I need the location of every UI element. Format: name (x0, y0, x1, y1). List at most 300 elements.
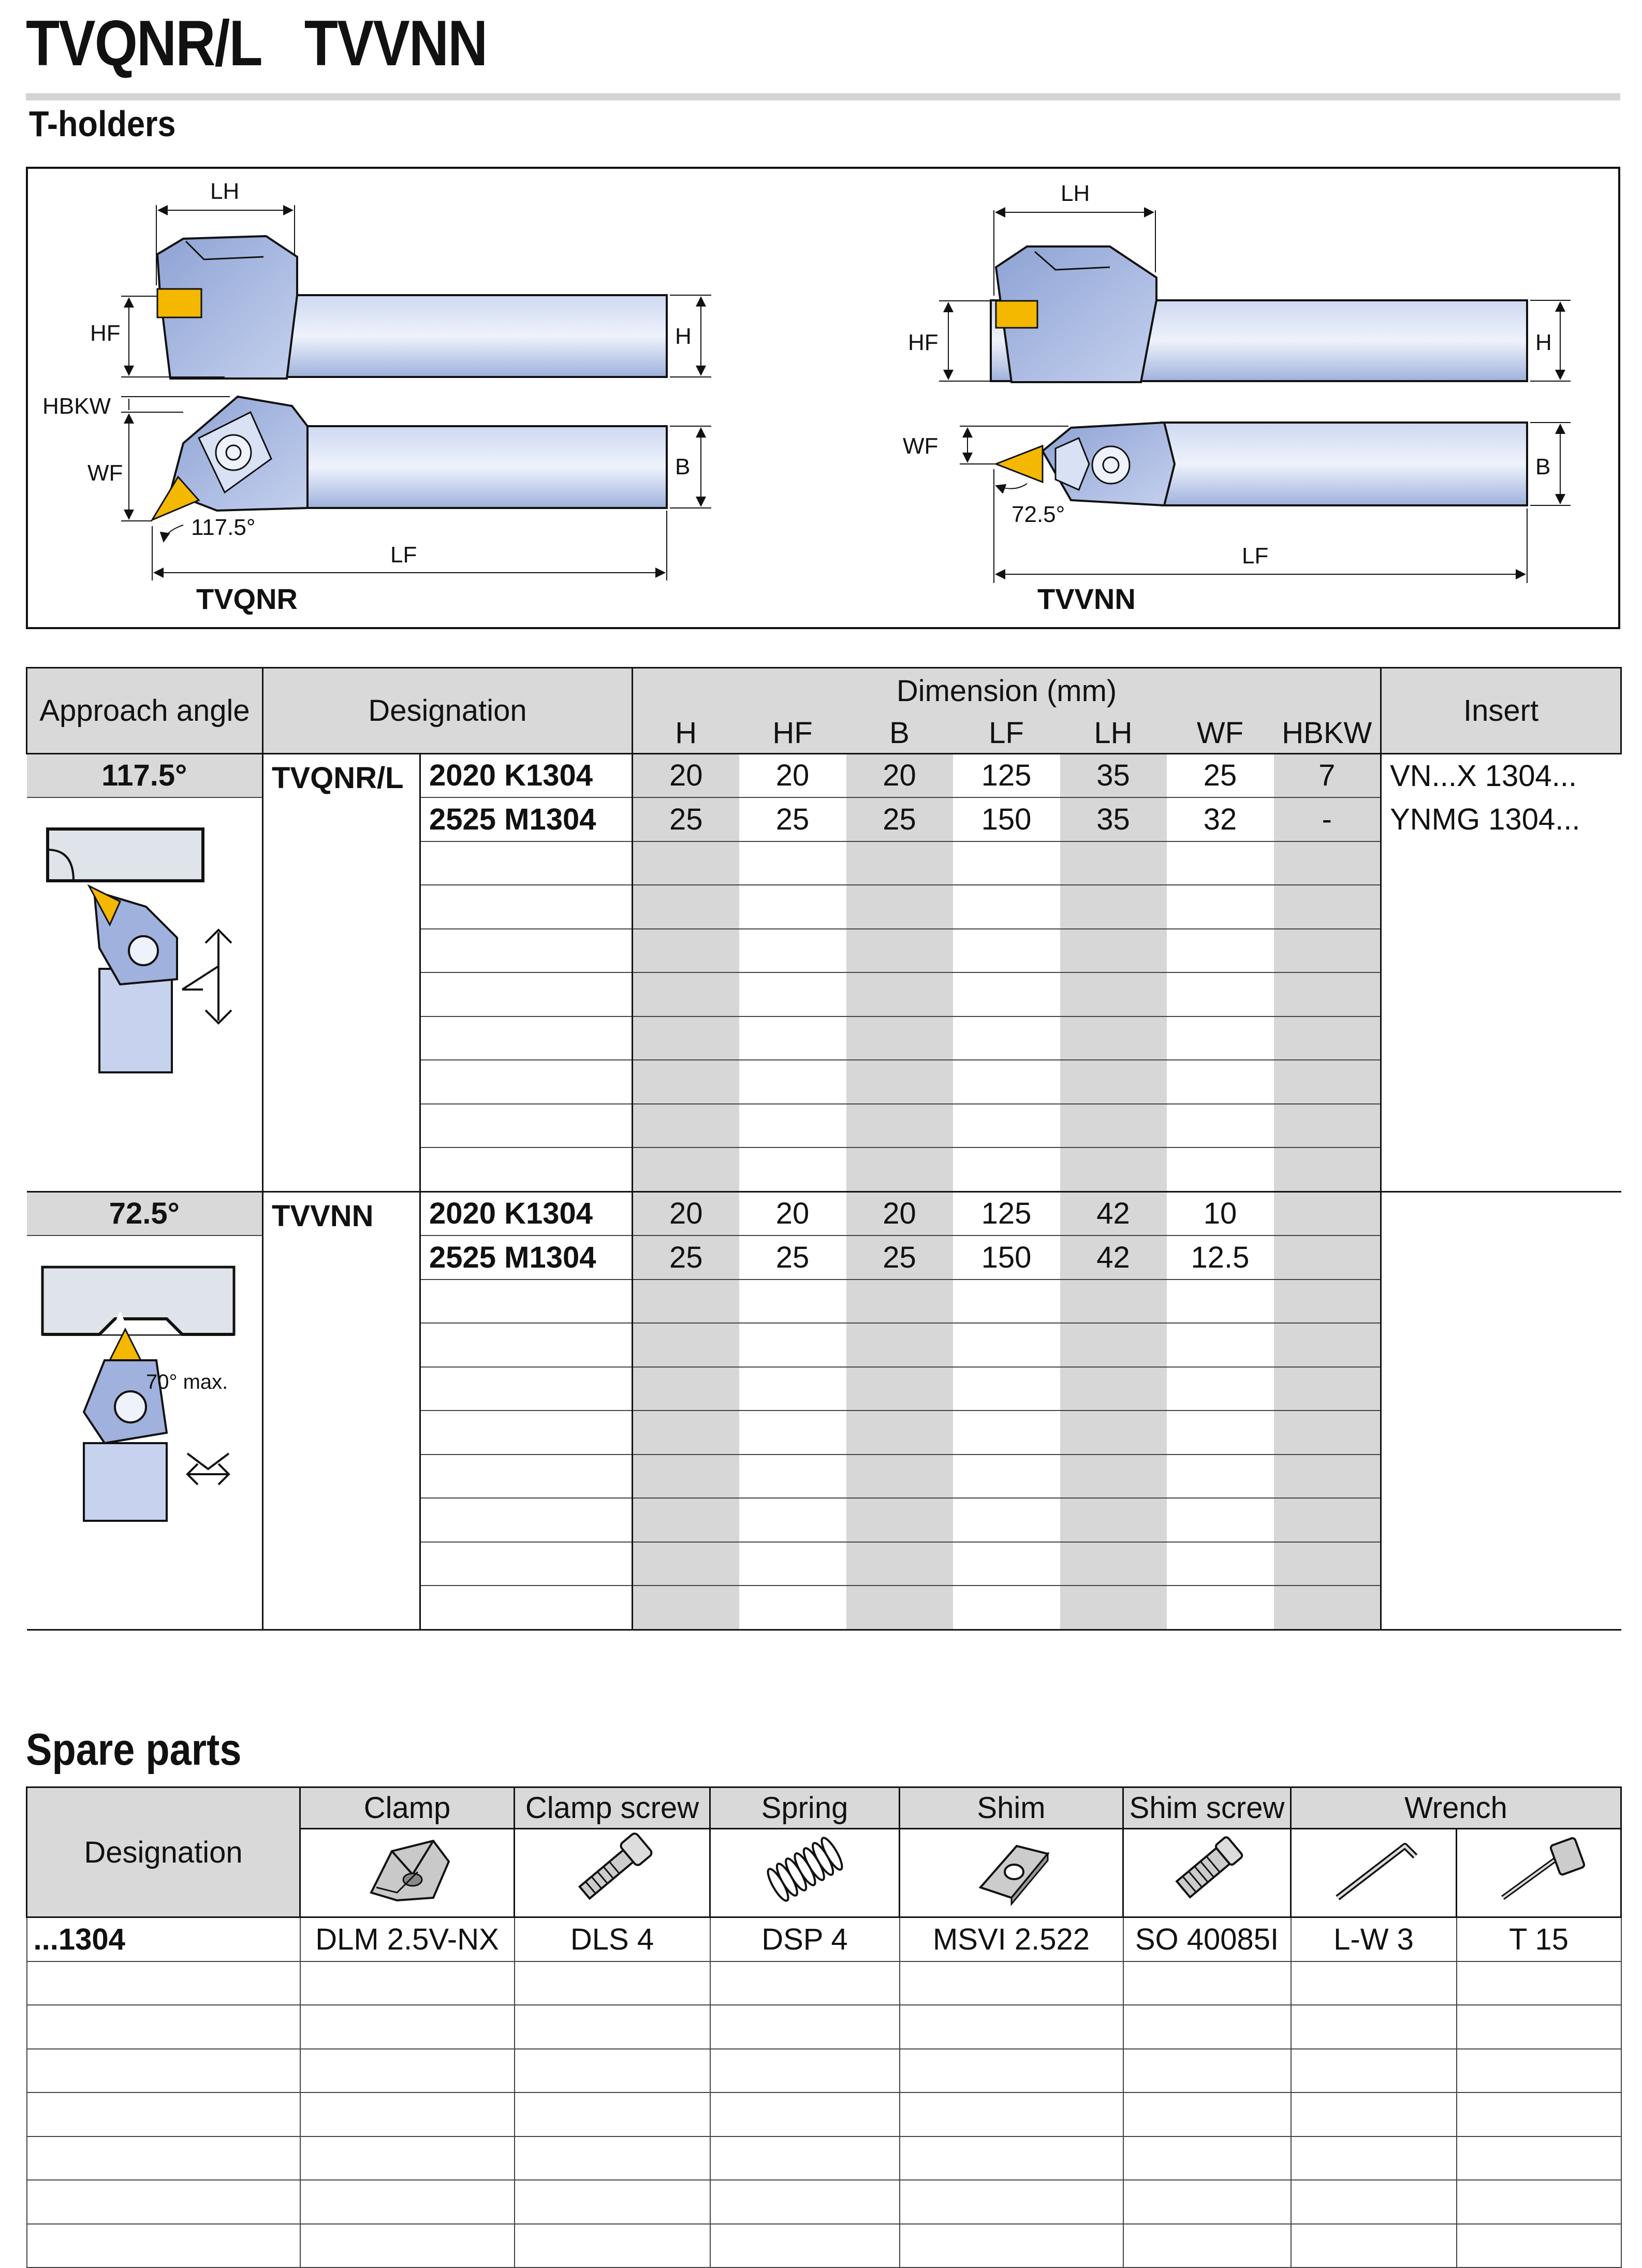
dimension-hf-cell (739, 1060, 846, 1104)
spare-part-cell (1291, 2180, 1457, 2224)
spare-part-cell (900, 2049, 1123, 2093)
dimension-wf-cell (1167, 1586, 1274, 1630)
insert-cell (1381, 929, 1621, 973)
dimension-wf-cell (1167, 1016, 1274, 1060)
spare-col-clamp: Clamp (300, 1787, 515, 1829)
spare-part-cell (1123, 2180, 1291, 2224)
dimension-lf-cell (953, 1280, 1060, 1324)
clamp-screw-icon (515, 1829, 710, 1917)
designation-code: 2525 M1304 (420, 797, 633, 841)
insert-cell (1381, 885, 1621, 929)
spare-part-cell: DSP 4 (710, 1917, 900, 1961)
spare-part-cell (1457, 2136, 1621, 2180)
spare-designation-cell (27, 1961, 300, 2005)
spare-part-cell (1457, 2224, 1621, 2268)
spare-designation-cell: ...1304 (27, 1917, 300, 1961)
spare-part-cell (1123, 2092, 1291, 2136)
spare-part-cell (710, 2092, 900, 2136)
designation-code: 2020 K1304 (420, 1191, 633, 1235)
spare-part-cell (710, 2136, 900, 2180)
spare-part-cell (900, 2005, 1123, 2049)
designation-code (420, 1498, 633, 1542)
dimension-hbkw-cell (1274, 885, 1381, 929)
spare-part-cell (515, 2136, 710, 2180)
title-divider (26, 93, 1620, 100)
designation-code (420, 1367, 633, 1411)
designation-code (420, 1147, 633, 1191)
dimension-b-cell (846, 1498, 953, 1542)
tvvnn-angle-label: 72.5° (1011, 502, 1065, 527)
dimension-hf-cell: 20 (739, 1191, 846, 1235)
tvqnr-top-view (152, 397, 667, 520)
dimension-hbkw-cell (1274, 929, 1381, 973)
dim-h: H (675, 324, 692, 349)
spare-part-cell (300, 2092, 515, 2136)
shim-icon (900, 1829, 1123, 1917)
dim-wf: WF (87, 460, 123, 486)
dimension-h-cell (633, 1498, 739, 1542)
dimension-lh-cell (1060, 841, 1167, 885)
spare-part-cell (515, 2224, 710, 2268)
dimension-h-cell: 20 (633, 753, 739, 797)
spare-part-cell (1291, 2136, 1457, 2180)
spare-part-cell (1457, 2180, 1621, 2224)
dim-wf-right: WF (903, 433, 939, 459)
spare-part-cell (515, 2005, 710, 2049)
spare-part-cell (900, 2092, 1123, 2136)
dimension-lf-cell: 150 (953, 1235, 1060, 1280)
holders-table (26, 667, 1622, 1631)
col-h: H (633, 713, 739, 753)
spare-designation-cell (27, 2049, 300, 2093)
dimension-wf-cell (1167, 1147, 1274, 1191)
dimension-h-cell: 25 (633, 1235, 739, 1280)
dimension-wf-cell: 10 (1167, 1191, 1274, 1235)
spare-col-spring: Spring (710, 1787, 900, 1829)
spare-part-cell (515, 2092, 710, 2136)
spare-part-cell (710, 1961, 900, 2005)
insert-cell (1381, 1191, 1621, 1235)
dim-lh-right: LH (1061, 181, 1090, 206)
technical-drawing (26, 167, 1620, 629)
dimension-lf-cell (953, 885, 1060, 929)
dimension-wf-cell (1167, 1455, 1274, 1499)
dimension-lh-cell (1060, 1280, 1167, 1324)
tvqnr-model-label: TVQNR (196, 583, 298, 615)
dimension-wf-cell (1167, 841, 1274, 885)
spare-part-cell (300, 2005, 515, 2049)
spare-part-cell (300, 1961, 515, 2005)
dimension-lh-cell (1060, 1586, 1167, 1630)
dimension-h-cell (633, 1586, 739, 1630)
dimension-lf-cell (953, 1367, 1060, 1411)
dimension-hbkw-cell (1274, 1191, 1381, 1235)
dimension-hbkw-cell: - (1274, 797, 1381, 841)
designation-code (420, 885, 633, 929)
dimension-h-cell (633, 1542, 739, 1586)
spare-row (27, 2136, 1621, 2180)
designation-code (420, 1323, 633, 1367)
spare-part-cell (900, 2136, 1123, 2180)
spare-part-cell (900, 2180, 1123, 2224)
spare-col-designation: Designation (27, 1787, 300, 1917)
spare-part-cell (1291, 2224, 1457, 2268)
designation-code (420, 1455, 633, 1499)
dimension-lf-cell (953, 1147, 1060, 1191)
col-insert: Insert (1381, 668, 1621, 754)
dimension-lf-cell (953, 1104, 1060, 1148)
dimension-h-cell (633, 929, 739, 973)
dim-lh: LH (210, 179, 240, 204)
designation-code (420, 1586, 633, 1630)
dimension-wf-cell: 12.5 (1167, 1235, 1274, 1280)
tvvnn-model-label: TVVNN (1037, 583, 1136, 615)
dimension-hbkw-cell (1274, 1411, 1381, 1455)
dimension-wf-cell (1167, 972, 1274, 1016)
dimension-lf-cell (953, 1411, 1060, 1455)
dimension-lh-cell (1060, 1455, 1167, 1499)
spare-part-cell: T 15 (1457, 1917, 1621, 1961)
dimension-lf-cell (953, 1455, 1060, 1499)
designation-family: TVQNR/L (263, 753, 420, 1191)
dimension-lf-cell (953, 1586, 1060, 1630)
designation-code (420, 841, 633, 885)
dimension-hbkw-cell (1274, 1235, 1381, 1280)
holder-drawings (28, 169, 1618, 627)
designation-code (420, 1280, 633, 1324)
tvvnn-top-view (996, 423, 1527, 505)
spare-part-cell (710, 2049, 900, 2093)
dimension-lh-cell: 42 (1060, 1191, 1167, 1235)
dimension-b-cell (846, 1016, 953, 1060)
spare-row (27, 1917, 1621, 1961)
dimension-b-cell (846, 1367, 953, 1411)
dimension-lf-cell (953, 1016, 1060, 1060)
dimension-wf-cell (1167, 929, 1274, 973)
dimension-hf-cell (739, 1323, 846, 1367)
insert-cell (1381, 1323, 1621, 1367)
dimension-wf-cell (1167, 1498, 1274, 1542)
dimension-lh-cell (1060, 1411, 1167, 1455)
dimension-wf-cell (1167, 1367, 1274, 1411)
dimension-h-cell (633, 1016, 739, 1060)
dimension-b-cell (846, 1542, 953, 1586)
dimension-hf-cell: 20 (739, 753, 846, 797)
dimension-lf-cell: 150 (953, 797, 1060, 841)
dimension-b-cell: 20 (846, 753, 953, 797)
groove-note: 70° max. (145, 1371, 228, 1393)
dimension-hbkw-cell (1274, 1104, 1381, 1148)
designation-family: TVVNN (263, 1191, 420, 1630)
spare-row (27, 2092, 1621, 2136)
insert-cell (1381, 1367, 1621, 1411)
dimension-wf-cell (1167, 1104, 1274, 1148)
dimension-b-cell (846, 929, 953, 973)
dim-b: B (675, 454, 691, 479)
tvqnr-side-view (157, 236, 667, 379)
dimension-hbkw-cell (1274, 972, 1381, 1016)
dim-hbkw: HBKW (42, 394, 111, 419)
spare-part-cell (1291, 2049, 1457, 2093)
table-row (27, 753, 1621, 797)
spare-designation-cell (27, 2224, 300, 2268)
dimension-hf-cell: 25 (739, 1235, 846, 1280)
dimension-hbkw-cell (1274, 1367, 1381, 1411)
spare-part-cell (710, 2180, 900, 2224)
dimension-b-cell (846, 1586, 953, 1630)
spare-designation-cell (27, 2092, 300, 2136)
insert-cell (1381, 1060, 1621, 1104)
spare-row (27, 2005, 1621, 2049)
dimension-b-cell (846, 1060, 953, 1104)
dimension-h-cell (633, 1455, 739, 1499)
dimension-b-cell (846, 1280, 953, 1324)
insert-cell (1381, 1411, 1621, 1455)
dimension-hf-cell (739, 929, 846, 973)
spare-col-shim: Shim (900, 1787, 1123, 1829)
spare-part-cell (300, 2180, 515, 2224)
spare-designation-cell (27, 2180, 300, 2224)
tvvnn-dimensions (903, 181, 1571, 615)
dimension-hbkw-cell (1274, 1280, 1381, 1324)
tvvnn-application-icon (27, 1257, 244, 1526)
dimension-hf-cell (739, 885, 846, 929)
dimension-wf-cell (1167, 1542, 1274, 1586)
spare-part-cell (1291, 2005, 1457, 2049)
insert-cell (1381, 1280, 1621, 1324)
spare-part-cell (1457, 1961, 1621, 2005)
clamp-icon (300, 1829, 515, 1917)
dimension-hf-cell (739, 1542, 846, 1586)
designation-code (420, 929, 633, 973)
col-designation: Designation (263, 668, 633, 754)
dimension-hf-cell (739, 841, 846, 885)
dimension-hf-cell (739, 1586, 846, 1630)
dimension-h-cell (633, 1323, 739, 1367)
spare-part-cell (1123, 2049, 1291, 2093)
dimension-lf-cell (953, 929, 1060, 973)
spare-part-cell: DLM 2.5V-NX (300, 1917, 515, 1961)
insert-cell (1381, 1542, 1621, 1586)
spare-part-cell (1123, 2136, 1291, 2180)
dimension-wf-cell (1167, 1411, 1274, 1455)
spare-designation-cell (27, 2005, 300, 2049)
dimension-lh-cell (1060, 1542, 1167, 1586)
dimension-lf-cell (953, 1323, 1060, 1367)
spare-parts-table (26, 1786, 1622, 2268)
dimension-lh-cell (1060, 1367, 1167, 1411)
dimension-hbkw-cell (1274, 841, 1381, 885)
dimension-hbkw-cell (1274, 1323, 1381, 1367)
dimension-b-cell (846, 1455, 953, 1499)
dim-lf: LF (390, 542, 417, 568)
page-title: TVQNR/L TVVNN (26, 8, 487, 79)
insert-cell (1381, 1498, 1621, 1542)
insert-cell (1381, 1147, 1621, 1191)
dimension-hbkw-cell (1274, 1498, 1381, 1542)
spare-part-cell (900, 1961, 1123, 2005)
approach-angle-cell: 72.5° (27, 1191, 263, 1235)
dimension-h-cell (633, 1147, 739, 1191)
dimension-b-cell: 20 (846, 1191, 953, 1235)
dimension-wf-cell: 32 (1167, 797, 1274, 841)
spare-part-cell: DLS 4 (515, 1917, 710, 1961)
dimension-hf-cell (739, 1455, 846, 1499)
dimension-lf-cell: 125 (953, 1191, 1060, 1235)
dimension-hf-cell: 25 (739, 797, 846, 841)
col-b: B (846, 713, 953, 753)
dimension-hf-cell (739, 1280, 846, 1324)
spare-part-cell (710, 2005, 900, 2049)
dimension-hf-cell (739, 1367, 846, 1411)
dimension-h-cell (633, 1411, 739, 1455)
spare-part-cell (1291, 1961, 1457, 2005)
dimension-hbkw-cell: 7 (1274, 753, 1381, 797)
dimension-wf-cell (1167, 1280, 1274, 1324)
approach-angle-illustration (27, 1235, 263, 1630)
dimension-lf-cell (953, 1542, 1060, 1586)
dimension-lh-cell: 35 (1060, 797, 1167, 841)
tvvnn-side-view (991, 246, 1527, 382)
dimension-hf-cell (739, 1147, 846, 1191)
col-lf: LF (953, 713, 1060, 753)
spare-part-cell (1123, 2224, 1291, 2268)
spare-row (27, 2049, 1621, 2093)
dim-b-right: B (1535, 454, 1551, 479)
spare-part-cell (300, 2224, 515, 2268)
insert-cell (1381, 1586, 1621, 1630)
insert-cell (1381, 1016, 1621, 1060)
spare-part-cell (300, 2049, 515, 2093)
spare-col-shim-screw: Shim screw (1123, 1787, 1291, 1829)
dimension-b-cell (846, 885, 953, 929)
spare-part-cell (515, 1961, 710, 2005)
tvqnr-angle-label: 117.5° (191, 515, 256, 540)
dimension-lh-cell (1060, 929, 1167, 973)
spare-row (27, 2180, 1621, 2224)
designation-code (420, 1016, 633, 1060)
spare-part-cell (300, 2136, 515, 2180)
dimension-lh-cell (1060, 1323, 1167, 1367)
dimension-lh-cell (1060, 1147, 1167, 1191)
dimension-lh-cell (1060, 972, 1167, 1016)
spare-part-cell (1457, 2005, 1621, 2049)
designation-code (420, 1411, 633, 1455)
spare-part-cell (1123, 2005, 1291, 2049)
dimension-lh-cell (1060, 1060, 1167, 1104)
dimension-hf-cell (739, 1498, 846, 1542)
dimension-h-cell (633, 1367, 739, 1411)
dim-lf-right: LF (1242, 543, 1269, 569)
dimension-h-cell (633, 1060, 739, 1104)
dimension-wf-cell (1167, 1060, 1274, 1104)
dimension-lh-cell (1060, 1498, 1167, 1542)
designation-code (420, 1542, 633, 1586)
dimension-lf-cell (953, 1498, 1060, 1542)
dimension-lh-cell: 35 (1060, 753, 1167, 797)
dimension-b-cell (846, 972, 953, 1016)
dim-hf: HF (90, 321, 121, 346)
spare-part-cell: SO 40085I (1123, 1917, 1291, 1961)
torx-key-icon (1457, 1829, 1621, 1917)
page-subtitle: T-holders (29, 104, 176, 144)
approach-angle-cell: 117.5° (27, 753, 263, 797)
spare-part-cell (1457, 2092, 1621, 2136)
spare-parts-title: Spare parts (26, 1725, 242, 1775)
dimension-hf-cell (739, 1104, 846, 1148)
spare-part-cell (515, 2049, 710, 2093)
insert-cell (1381, 1455, 1621, 1499)
dimension-lh-cell: 42 (1060, 1235, 1167, 1280)
designation-code (420, 1104, 633, 1148)
dimension-h-cell (633, 972, 739, 1016)
spring-icon (710, 1829, 900, 1917)
spare-part-cell: MSVI 2.522 (900, 1917, 1123, 1961)
dimension-h-cell (633, 885, 739, 929)
insert-cell: YNMG 1304... (1390, 802, 1580, 836)
dimension-b-cell (846, 1323, 953, 1367)
dimension-lh-cell (1060, 1016, 1167, 1060)
dimension-h-cell (633, 1280, 739, 1324)
tvqnr-application-icon (27, 813, 244, 1083)
dimension-b-cell: 25 (846, 1235, 953, 1280)
dimension-h-cell: 20 (633, 1191, 739, 1235)
dimension-b-cell (846, 1411, 953, 1455)
designation-code (420, 972, 633, 1016)
dimension-hbkw-cell (1274, 1542, 1381, 1586)
dimension-hbkw-cell (1274, 1016, 1381, 1060)
designation-code: 2020 K1304 (420, 753, 633, 797)
dimension-b-cell (846, 1147, 953, 1191)
spare-part-cell: L-W 3 (1291, 1917, 1457, 1961)
shim-screw-icon (1123, 1829, 1291, 1917)
spare-part-cell (1291, 2092, 1457, 2136)
dimension-h-cell (633, 841, 739, 885)
dimension-lh-cell (1060, 885, 1167, 929)
dimension-wf-cell (1167, 885, 1274, 929)
spare-part-cell (1123, 1961, 1291, 2005)
spare-part-cell (1457, 2049, 1621, 2093)
tvqnr-dimensions (42, 179, 711, 615)
allen-key-icon (1291, 1829, 1457, 1917)
col-approach-angle: Approach angle (27, 668, 263, 754)
dim-h-right: H (1535, 330, 1552, 355)
dimension-b-cell: 25 (846, 797, 953, 841)
spare-part-cell (900, 2224, 1123, 2268)
table-row (27, 1191, 1621, 1235)
col-lh: LH (1060, 713, 1167, 753)
dimension-b-cell (846, 841, 953, 885)
dimension-h-cell (633, 1104, 739, 1148)
spare-col-clamp-screw: Clamp screw (515, 1787, 710, 1829)
dimension-hf-cell (739, 1411, 846, 1455)
spare-designation-cell (27, 2136, 300, 2180)
spare-row (27, 2224, 1621, 2268)
dimension-lf-cell (953, 841, 1060, 885)
dimension-hbkw-cell (1274, 1586, 1381, 1630)
insert-cell (1381, 841, 1621, 885)
spare-row (27, 1961, 1621, 2005)
dimension-hbkw-cell (1274, 1455, 1381, 1499)
designation-code: 2525 M1304 (420, 1235, 633, 1280)
dimension-lf-cell (953, 972, 1060, 1016)
insert-cell: VN...X 1304... (1390, 759, 1577, 793)
dim-hf-right: HF (908, 330, 939, 355)
insert-cell (1381, 972, 1621, 1016)
dimension-wf-cell: 25 (1167, 753, 1274, 797)
insert-cell (1381, 1235, 1621, 1280)
dimension-b-cell (846, 1104, 953, 1148)
